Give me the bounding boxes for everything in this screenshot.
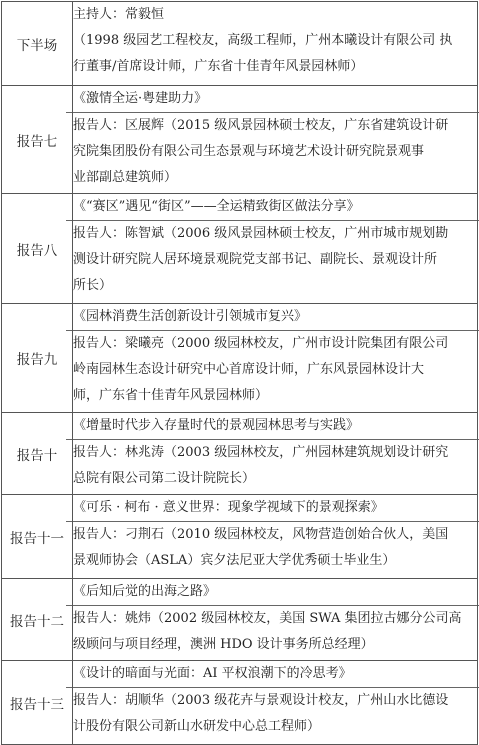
speaker-line: 总院有限公司第二设计院院长） bbox=[73, 471, 256, 486]
speaker-line: 报告人：梁曦亮（2000 级园林校友，广州市设计院集团有限公司 bbox=[73, 336, 449, 351]
speaker-line: 计股份有限公司新山水研发中心总工程师） bbox=[73, 719, 321, 734]
report-title: 《后知后觉的出海之路》 bbox=[73, 584, 217, 599]
speaker-line: 岭南园林生态设计研究中心首席设计师，广东风景园林设计大 bbox=[73, 362, 425, 377]
speaker-line: 报告人：区展辉（2015 级风景园林硕士校友，广东省建筑设计研 bbox=[73, 118, 449, 133]
row-content bbox=[73, 86, 478, 194]
schedule-table bbox=[1, 1, 478, 745]
speaker-line: 究院集团股份有限公司生态景观与环境艺术设计研究院景观事 bbox=[73, 144, 425, 159]
speaker-line: 报告人：胡顺华（2003 级花卉与景观设计校友，广州山水比德设 bbox=[73, 693, 449, 708]
row-label: 报告九 bbox=[2, 304, 73, 413]
row-label: 报告十 bbox=[2, 413, 73, 495]
table-row-report bbox=[2, 304, 478, 413]
table-row-session bbox=[2, 2, 478, 86]
report-title: 《园林消费生活创新设计引领城市复兴》 bbox=[73, 309, 308, 324]
row-content bbox=[73, 304, 478, 413]
report-title: 《激情全运·粤建助力》 bbox=[73, 91, 208, 106]
speaker-line: 景观师协会（ASLA）宾夕法尼亚大学优秀硕士毕业生） bbox=[73, 553, 396, 568]
table-row-report bbox=[2, 495, 478, 579]
row-content bbox=[73, 413, 478, 495]
row-content bbox=[73, 194, 478, 304]
host-detail-line: 行董事/首席设计师，广东省十佳青年风景园林师） bbox=[73, 59, 364, 74]
table-row-report bbox=[2, 579, 478, 661]
report-title: 《设计的暗面与光面：AI 平权浪潮下的冷思考》 bbox=[73, 666, 352, 681]
row-label: 下半场 bbox=[2, 2, 73, 86]
speaker-line: 报告人：林兆涛（2003 级园林校友，广州园林建筑规划设计研究 bbox=[73, 445, 449, 460]
host-detail-line: （1998 级园艺工程校友，高级工程师，广州本曦设计有限公司 执 bbox=[73, 33, 453, 48]
report-title: 《“赛区”遇见“街区”——全运精致街区做法分享》 bbox=[73, 199, 360, 214]
speaker-line: 师，广东省十佳青年风景园林师） bbox=[73, 388, 269, 403]
row-content bbox=[73, 495, 478, 579]
table-row-report bbox=[2, 86, 478, 194]
row-label: 报告十二 bbox=[2, 579, 73, 661]
table-row-report bbox=[2, 661, 478, 745]
row-content bbox=[73, 661, 478, 745]
speaker-line: 报告人：陈智斌（2006 级风景园林硕士校友，广州市城市规划勘 bbox=[73, 226, 449, 241]
report-title: 《可乐 · 柯布 · 意义世界：现象学视域下的景观探索》 bbox=[73, 500, 384, 515]
report-title: 《增量时代步入存量时代的景观园林思考与实践》 bbox=[73, 418, 360, 433]
speaker-line: 测设计研究院人居环境景观院党支部书记、副院长、景观设计所 bbox=[73, 252, 438, 267]
host-line: 主持人：常毅恒 bbox=[73, 7, 165, 22]
speaker-line: 报告人：姚炜（2002 级园林校友，美国 SWA 集团拉古娜分公司高 bbox=[73, 611, 462, 626]
row-label: 报告十三 bbox=[2, 661, 73, 745]
row-label: 报告八 bbox=[2, 194, 73, 304]
speaker-line: 所长） bbox=[73, 278, 113, 293]
row-label: 报告十一 bbox=[2, 495, 73, 579]
speaker-line: 业部副总建筑师） bbox=[73, 170, 178, 185]
row-content bbox=[73, 579, 478, 661]
row-label: 报告七 bbox=[2, 86, 73, 194]
row-content bbox=[73, 2, 478, 86]
table-row-report bbox=[2, 413, 478, 495]
speaker-line: 级顾问与项目经理，澳洲 HDO 设计事务所总经理） bbox=[73, 637, 374, 652]
speaker-line: 报告人：刁荆石（2010 级园林校友，风物营造创始合伙人，美国 bbox=[73, 527, 449, 542]
table-row-report bbox=[2, 194, 478, 304]
